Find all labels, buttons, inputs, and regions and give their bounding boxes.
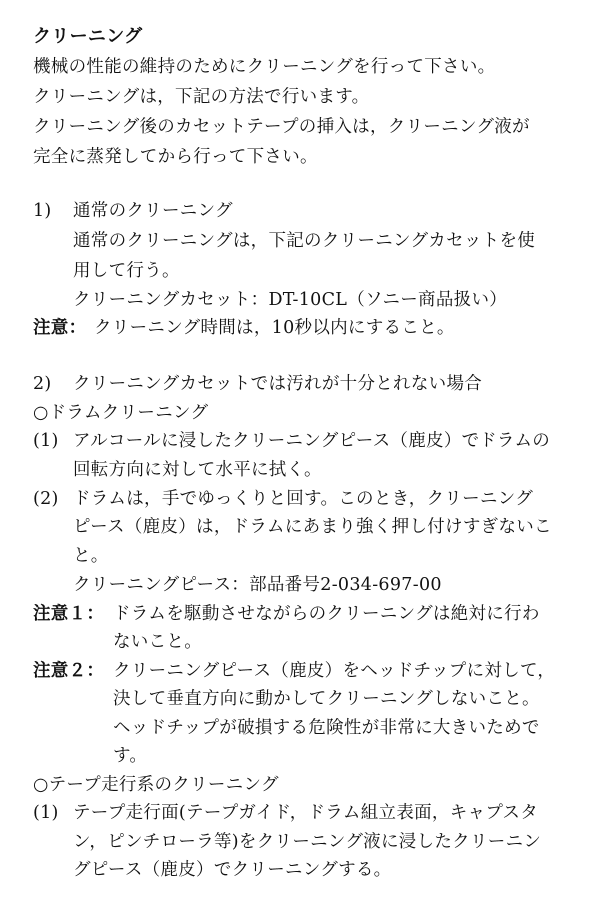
tape-path-cleaning-heading: ○テープ走行系のクリーニング — [33, 775, 279, 795]
tape-item-1-text: グピース（鹿皮）でクリーニングする。 — [73, 860, 392, 880]
section-1-number: 1) — [33, 201, 52, 221]
section-1-body: 用して行う。 — [73, 261, 180, 281]
tape-item-1-number: (1) — [33, 803, 59, 823]
intro-line: クリーニング後のカセットテープの挿入は，クリーニング液が — [33, 117, 530, 137]
section-2-heading: クリーニングカセットでは汚れが十分とれない場合 — [73, 374, 483, 394]
intro-line: クリーニングは，下記の方法で行います。 — [33, 87, 370, 107]
note-2-text: クリーニングピース（鹿皮）をヘッドチップに対して， — [113, 661, 556, 681]
cleaning-piece-part-number: クリーニングピース：部品番号2-034-697-00 — [73, 575, 442, 595]
note-2-text: 決して垂直方向に動かしてクリーニングしないこと。 — [113, 689, 540, 709]
item-2-text: と。 — [73, 546, 109, 566]
item-2-number: (2) — [33, 489, 59, 509]
note-1-text: ないこと。 — [113, 632, 202, 652]
intro-line: 機械の性能の維持のためにクリーニングを行って下さい。 — [33, 57, 496, 77]
note-2-label: 注意２： — [33, 661, 105, 681]
intro-line: 完全に蒸発してから行って下さい。 — [33, 147, 318, 167]
note-text: クリーニング時間は，10秒以内にすること。 — [94, 318, 455, 338]
note-1-text: ドラムを駆動させながらのクリーニングは絶対に行わ — [113, 604, 540, 624]
note-1-label: 注意１： — [33, 604, 105, 624]
note-2-text: す。 — [113, 746, 148, 766]
section-1-body: 通常のクリーニングは，下記のクリーニングカセットを使 — [73, 231, 536, 251]
cleaning-cassette-spec: クリーニングカセット：DT-10CL（ソニー商品扱い） — [73, 290, 508, 310]
note-2-text: ヘッドチップが破損する危険性が非常に大きいためで — [113, 718, 540, 738]
note-label: 注意： — [33, 318, 87, 338]
item-1-number: (1) — [33, 431, 59, 451]
drum-cleaning-heading: ○ドラムクリーニング — [33, 403, 209, 423]
item-1-text: アルコールに浸したクリーニングピース（鹿皮）でドラムの — [73, 431, 551, 451]
item-2-text: ドラムは，手でゆっくりと回す。このとき，クリーニング — [73, 489, 533, 509]
section-2-number: 2) — [33, 374, 52, 394]
tape-item-1-text: テープ走行面(テープガイド，ドラム組立表面，キャプスタ — [73, 803, 539, 823]
item-2-text: ピース（鹿皮）は，ドラムにあまり強く押し付けすぎないこ — [73, 517, 552, 537]
section-1-heading: 通常のクリーニング — [73, 201, 233, 221]
item-1-text: 回転方向に対して水平に拭く。 — [73, 460, 322, 480]
tape-item-1-text: ン，ピンチローラ等)をクリーニング液に浸したクリーニン — [73, 832, 542, 852]
page-title: クリーニング — [33, 26, 143, 47]
